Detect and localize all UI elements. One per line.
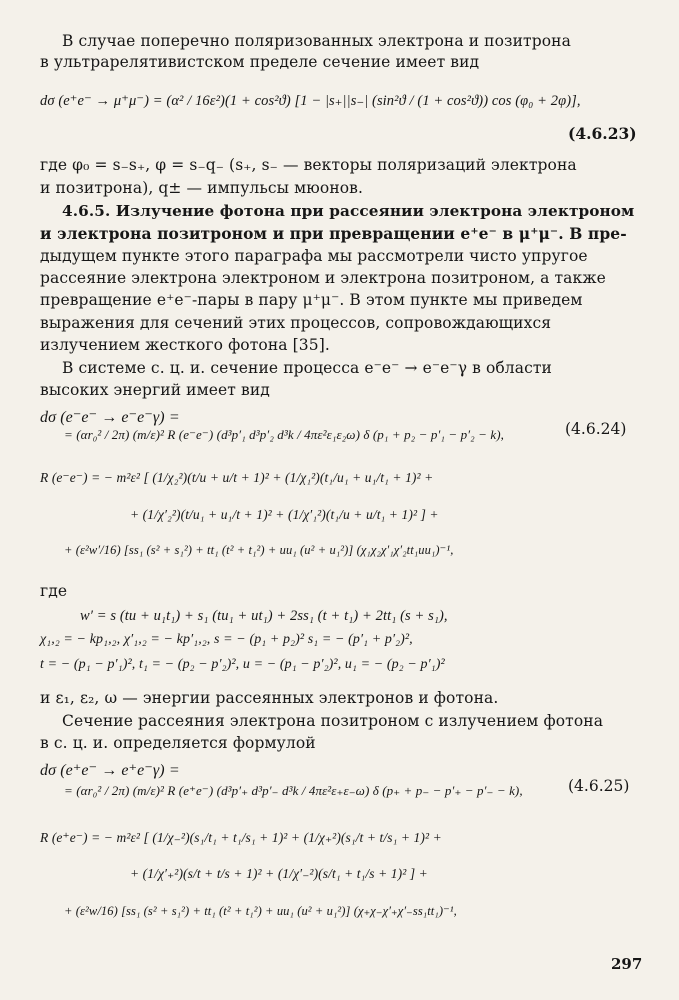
definition-line: χ₁,₂ = − kp₁,₂, χ′₁,₂ = − kp′₁,₂, s = − (p₁ + p₂)² s₁ = − (p′₁ + p′₂)², bbox=[40, 632, 413, 647]
equation-4-6-23: dσ (e⁺e⁻ → μ⁺μ⁻) = (α² / 16ε²)(1 + cos²ϑ) [1 − |s₊||s₋| (sin²ϑ / (1 + cos²ϑ)) cos (φ₀ + 2φ)], bbox=[40, 93, 581, 109]
paragraph-line: дыдущем пункте этого параграфа мы рассмотрели чисто упругое bbox=[40, 247, 588, 265]
paragraph-line: излучением жесткого фотона [35]. bbox=[40, 336, 330, 354]
equation-number: (4.6.25) bbox=[568, 777, 630, 795]
paragraph-line: высоких энергий имеет вид bbox=[40, 381, 270, 399]
paragraph-line: рассеяние электрона электроном и электрона позитроном, а также bbox=[40, 269, 606, 287]
paragraph-line: где bbox=[40, 582, 68, 600]
paragraph-line: и позитрона), q± — импульсы мюонов. bbox=[40, 179, 364, 197]
equation-R-ee-line1: R (e⁻e⁻) = − m²ε² [ (1/χ₂²)(t/u + u/t + 1)² + (1/χ₁²)(t₁/u₁ + u₁/t₁ + 1)² + bbox=[40, 470, 434, 485]
paragraph-line: В системе с. ц. и. сечение процесса e⁻e⁻ → e⁻e⁻γ в области bbox=[62, 359, 552, 377]
paragraph-line: превращение e⁺e⁻-пары в пару μ⁺μ⁻. В этом пункте мы приведем bbox=[40, 291, 583, 309]
equation-4-6-25-line2: = (αr₀² / 2π) (m/ε)² R (e⁺e⁻) (d³p′₊ d³p′₋ d³k / 4πε²ε₊ε₋ω) δ (p₊ + p₋ − p′₊ − p′₋ − k), bbox=[64, 783, 523, 798]
equation-R-ep-line2: + (1/χ′₊²)(s/t + t/s + 1)² + (1/χ′₋²)(s/t₁ + t₁/s + 1)² ] + bbox=[130, 866, 428, 881]
equation-R-ep-line3: + (ε²w/16) [ss₁ (s² + s₁²) + tt₁ (t² + t₁²) + uu₁ (u² + u₁²)] (χ₊χ₋χ′₊χ′₋ss₁tt₁)⁻¹, bbox=[64, 904, 457, 918]
equation-R-ee-line3: + (ε²w′/16) [ss₁ (s² + s₁²) + tt₁ (t² + t₁²) + uu₁ (u² + u₁²)] (χ₁χ₂χ′₁χ′₂tt₁uu₁)⁻¹, bbox=[64, 543, 454, 557]
definition-line: w′ = s (tu + u₁t₁) + s₁ (tu₁ + ut₁) + 2ss₁ (t + t₁) + 2tt₁ (s + s₁), bbox=[80, 608, 448, 624]
page-number: 297 bbox=[611, 955, 643, 973]
paragraph-line: Сечение рассеяния электрона позитроном с излучением фотона bbox=[62, 712, 604, 730]
equation-4-6-24-line1: dσ (e⁻e⁻ → e⁻e⁻γ) = bbox=[40, 409, 180, 426]
equation-number: (4.6.24) bbox=[565, 420, 627, 438]
paragraph-line: выражения для сечений этих процессов, сопровождающихся bbox=[40, 314, 552, 332]
equation-4-6-24-line2: = (αr₀² / 2π) (m/ε)² R (e⁻e⁻) (d³p′₁ d³p′₂ d³k / 4πε²ε₁ε₂ω) δ (p₁ + p₂ − p′₁ − p′₂ − k), bbox=[64, 427, 504, 442]
paragraph-line: где φ₀ = s₋s₊, φ = s₋q₋ (s₊, s₋ — векторы поляризаций электрона bbox=[40, 156, 577, 174]
section-heading: 4.6.5. Излучение фотона при рассеянии электрона электроном bbox=[62, 202, 635, 220]
equation-R-ee-line2: + (1/χ′₂²)(t/u₁ + u₁/t + 1)² + (1/χ′₁²)(t₁/u + u/t₁ + 1)² ] + bbox=[130, 507, 439, 522]
equation-R-ep-line1: R (e⁺e⁻) = − m²ε² [ (1/χ₋²)(s₁/t₁ + t₁/s₁ + 1)² + (1/χ₊²)(s₁/t + t/s₁ + 1)² + bbox=[40, 830, 442, 845]
paragraph-line: в ультрарелятивистском пределе сечение имеет вид bbox=[40, 53, 480, 71]
equation-number: (4.6.23) bbox=[568, 124, 637, 143]
paragraph-line: в с. ц. и. определяется формулой bbox=[40, 734, 316, 752]
section-heading-cont: и электрона позитроном и при превращении e⁺e⁻ в μ⁺μ⁻. В пре- bbox=[40, 224, 627, 243]
paragraph-line: и ε₁, ε₂, ω — энергии рассеянных электронов и фотона. bbox=[40, 689, 499, 707]
paragraph-line: В случае поперечно поляризованных электрона и позитрона bbox=[62, 32, 571, 50]
equation-4-6-25-line1: dσ (e⁺e⁻ → e⁺e⁻γ) = bbox=[40, 762, 180, 779]
definition-line: t = − (p₁ − p′₁)², t₁ = − (p₂ − p′₂)², u = − (p₁ − p′₂)², u₁ = − (p₂ − p′₁)² bbox=[40, 657, 445, 672]
